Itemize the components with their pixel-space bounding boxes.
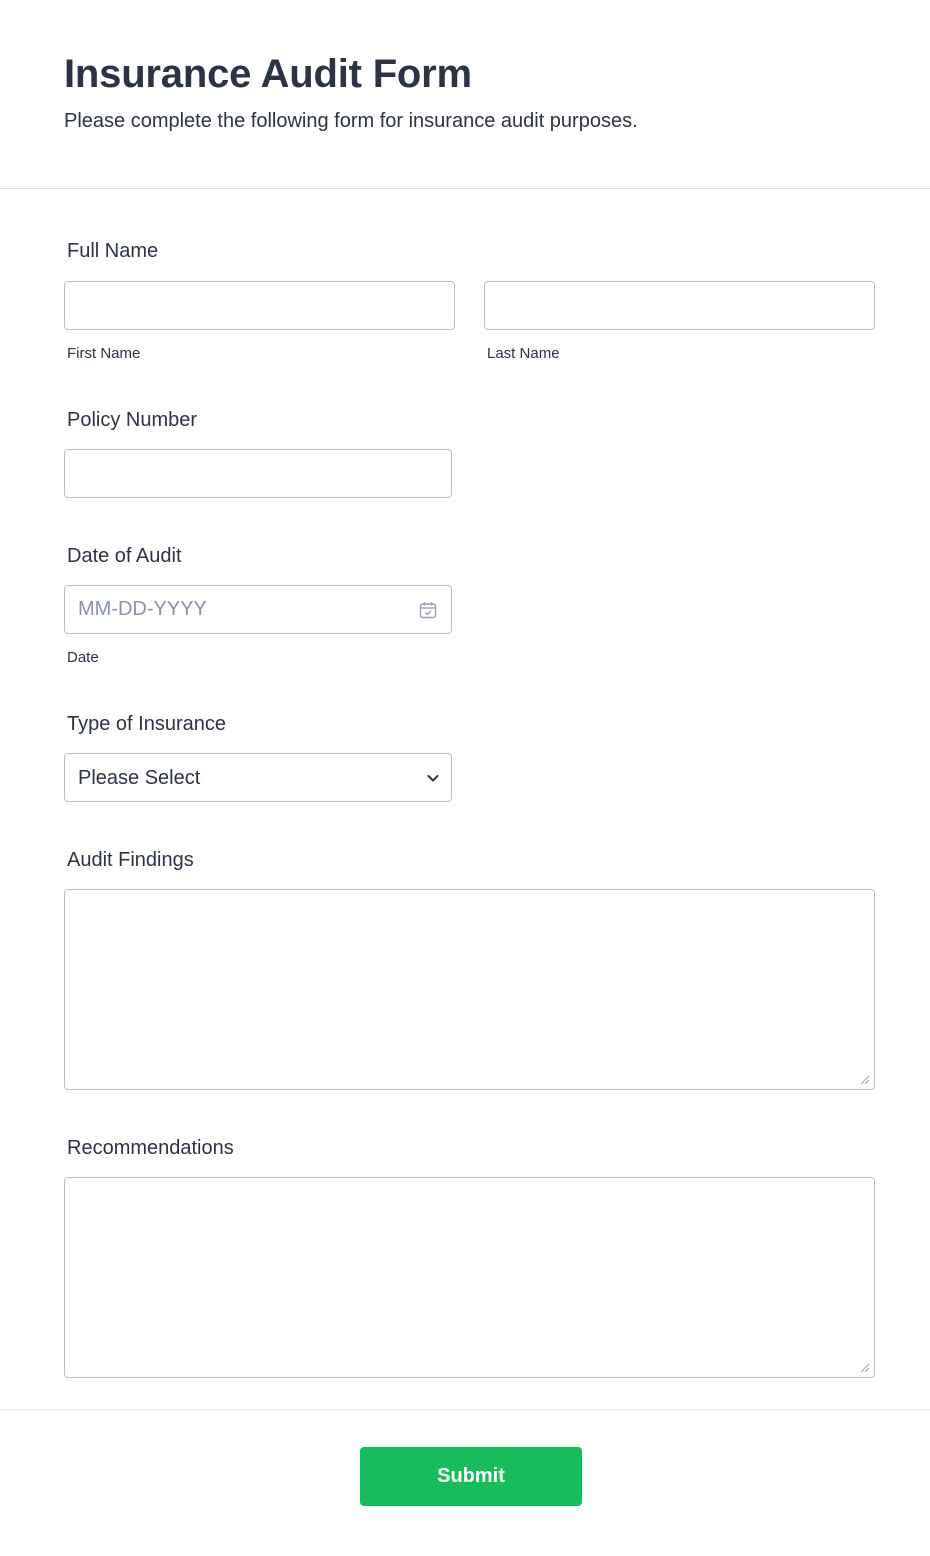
policy-number-input[interactable] xyxy=(64,449,452,498)
full-name-label: Full Name xyxy=(67,240,159,262)
recommendations-label: Recommendations xyxy=(67,1137,234,1159)
form-header xyxy=(0,0,930,189)
first-name-sublabel: First Name xyxy=(67,345,141,362)
date-of-audit-input[interactable] xyxy=(64,585,452,634)
chevron-down-icon xyxy=(425,770,441,786)
type-of-insurance-label: Type of Insurance xyxy=(67,713,226,735)
form-title: Insurance Audit Form xyxy=(64,52,472,96)
resize-handle-icon[interactable] xyxy=(860,1363,870,1373)
calendar-icon[interactable] xyxy=(418,600,438,620)
resize-handle-icon[interactable] xyxy=(860,1075,870,1085)
date-of-audit-label: Date of Audit xyxy=(67,545,182,567)
date-sublabel: Date xyxy=(67,649,99,666)
last-name-sublabel: Last Name xyxy=(487,345,560,362)
policy-number-label: Policy Number xyxy=(67,409,198,431)
footer-divider xyxy=(0,1409,930,1410)
audit-findings-textarea[interactable] xyxy=(64,889,875,1090)
form-subtitle: Please complete the following form for insurance audit purposes. xyxy=(64,110,638,132)
recommendations-textarea[interactable] xyxy=(64,1177,875,1378)
select-value: Please Select xyxy=(78,767,201,789)
submit-button[interactable]: Submit xyxy=(360,1447,582,1506)
first-name-input[interactable] xyxy=(64,281,455,330)
last-name-input[interactable] xyxy=(484,281,875,330)
audit-findings-label: Audit Findings xyxy=(67,849,194,871)
type-of-insurance-select[interactable] xyxy=(64,753,452,802)
